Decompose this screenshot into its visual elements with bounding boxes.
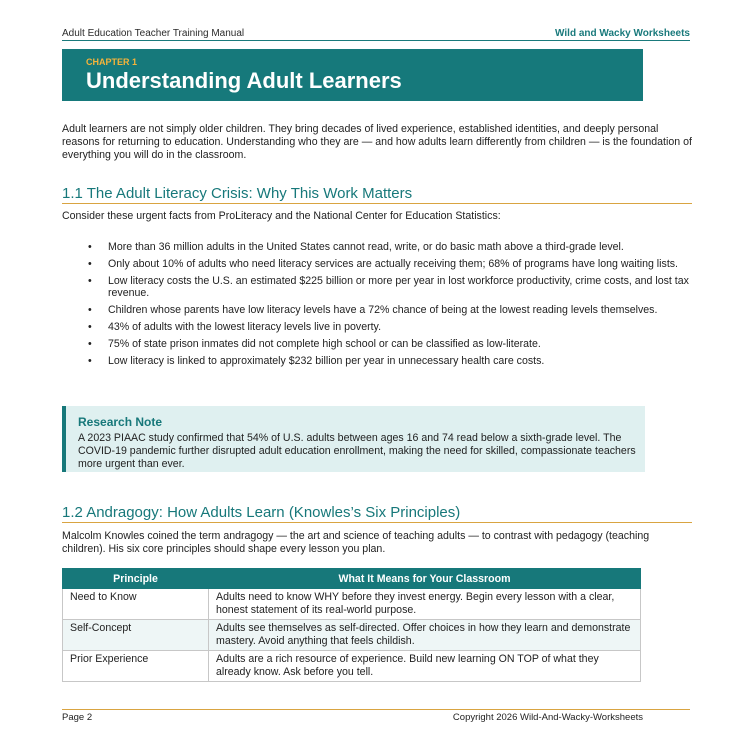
list-item: • Low literacy is linked to approximately $232 billion per year in unnecessary health care costs.: [88, 355, 545, 367]
bullet-icon: •: [88, 241, 92, 253]
meaning-cell: Adults need to know WHY before they invest energy. Begin every lesson with a clear, honest statement of its real-world purpose.: [209, 589, 641, 620]
footer-copyright: Copyright 2026 Wild-And-Wacky-Worksheets: [452, 712, 643, 723]
intro-paragraph: Adult learners are not simply older children. They bring decades of lived experience, established identities, and deeply personal reasons for returning to education. Understanding who they are — and how adults learn differently from children — is the foundation of everything you will do in the classroom.: [62, 123, 692, 161]
bullet-icon: •: [88, 355, 92, 367]
principles-table: [62, 568, 641, 682]
section-rule-1-2: [62, 522, 692, 523]
chapter-title: Understanding Adult Learners: [86, 68, 402, 93]
list-item: • 75% of state prison inmates did not complete high school or can be classified as low-literate.: [88, 338, 541, 350]
footer-rule: [62, 709, 690, 710]
table-row: [63, 620, 641, 651]
bullet-icon: •: [88, 258, 92, 270]
running-header: [62, 28, 690, 40]
list-item: • 43% of adults with the lowest literacy levels live in poverty.: [88, 321, 382, 333]
meaning-cell: Adults are a rich resource of experience. Build new learning ON TOP of what they already know. Ask before you tell.: [209, 651, 641, 682]
chapter-banner: [62, 49, 643, 101]
bullet-icon: •: [88, 321, 92, 333]
bullet-icon: •: [88, 338, 92, 350]
meaning-cell: Adults see themselves as self-directed. Offer choices in how they learn and demonstrate mastery. Avoid anything that feels childish.: [209, 620, 641, 651]
section-1-1-lead: Consider these urgent facts from ProLiteracy and the National Center for Education Statistics:: [62, 210, 501, 222]
bullet-icon: •: [88, 304, 92, 316]
research-note-body: A 2023 PIAAC study confirmed that 54% of U.S. adults between ages 16 and 74 read below a sixth-grade level. The COVID-19 pandemic further disrupted adult education enrollment, making the need for skilled, compassionate teachers more urgent than ever.: [78, 432, 636, 470]
list-item: • Children whose parents have low literacy levels have a 72% chance of being at the lowest reading levels themselves.: [88, 304, 658, 316]
chapter-kicker: CHAPTER 1: [86, 57, 138, 67]
section-heading-1-2: 1.2 Andragogy: How Adults Learn (Knowles’s Six Principles): [62, 504, 461, 521]
principle-cell: Prior Experience: [63, 651, 209, 682]
section-heading-1-1: 1.1 The Adult Literacy Crisis: Why This Work Matters: [62, 185, 413, 202]
principle-cell: Self-Concept: [63, 620, 209, 651]
brand-name: Wild and Wacky Worksheets: [555, 28, 690, 39]
header-rule: [62, 40, 690, 41]
research-note-box: [62, 406, 645, 472]
principle-cell: Need to Know: [63, 589, 209, 620]
literacy-facts-list: [62, 241, 692, 372]
section-1-2-lead: Malcolm Knowles coined the term andragogy — the art and science of teaching adults — to contrast with pedagogy (teaching children). His six core principles should shape every lesson you plan.: [62, 530, 650, 555]
column-header-principle: Principle: [63, 569, 209, 589]
list-item: • More than 36 million adults in the United States cannot read, write, or do basic math above a third-grade level.: [88, 241, 624, 253]
page-number: Page 2: [62, 712, 93, 723]
table-header-row: [63, 569, 641, 589]
list-item: • Low literacy costs the U.S. an estimated $225 billion or more per year in lost workforce productivity, crime costs, and lost tax revenue.: [88, 275, 689, 299]
column-header-meaning: What It Means for Your Classroom: [209, 569, 641, 589]
section-rule-1-1: [62, 203, 692, 204]
list-item: • Only about 10% of adults who need literacy services are actually receiving them; 68% of programs have long waiting lists.: [88, 258, 678, 270]
research-note-title: Research Note: [78, 415, 163, 429]
table-row: [63, 651, 641, 682]
manual-title: Adult Education Teacher Training Manual: [62, 28, 245, 39]
bullet-icon: •: [88, 275, 92, 287]
table-row: [63, 589, 641, 620]
